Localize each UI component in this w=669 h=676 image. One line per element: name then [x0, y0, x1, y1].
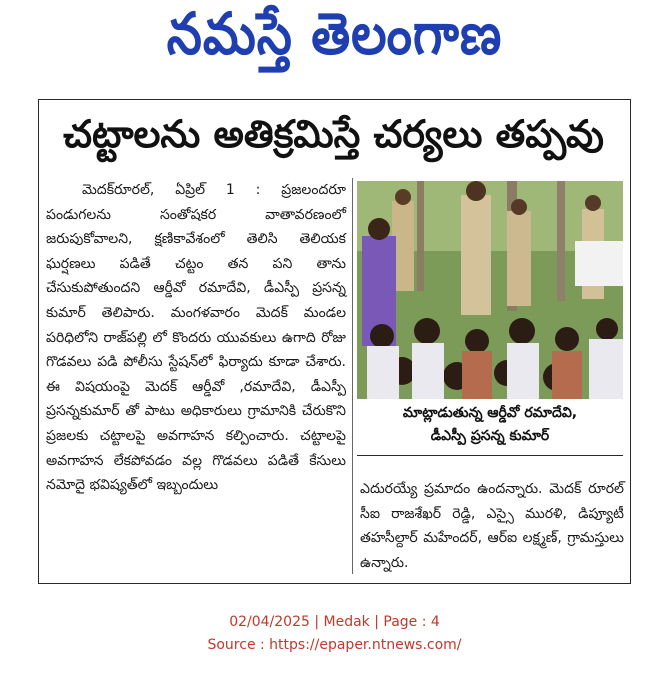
masthead-title: నమస్తే తెలంగాణ — [166, 0, 503, 68]
caption-rule — [357, 455, 623, 456]
article-paragraph-left: మెదక్‌రూరల్‌, ఏప్రిల్‌ 1 : ప్రజలందరూ పండుగలను సంతోషకర వాతావరణంలో జరుపుకోవాలని, క్షణికావేశంలో తెలిసి తెలియక ఘర్షణలు పడితే చట్టం తన పని తాను చేసుకుపోతుందని ఆర్డీవో రమాదేవి, డీఎస్పీ ప్రసన్న కుమార్‌ తెలిపారు. మంగళవారం మెదక్‌ మండల పరిధిలోని రాజ్‌పల్లి లో కొందరు యువకులు ఉగాది రోజు గొడవలు పడి పోలీసు స్టేషన్‌లో ఫిర్యాదు కూడా చేశారు. ఈ విషయంపై మెదక్‌ ఆర్డీవో ,రమాదేవి, డీఎస్పీ ప్రసన్నకుమార్‌ తో పాటు అధికారులు గ్రామానికి చేరుకొని ప్రజలకు చట్టాలపై అవగాహన కల్పించారు. చట్టాలపై అవగాహన లేకపోవడం వల్ల గొడవలు పడితే కేసులు నమోదై భవిష్యత్‌లో ఇబ్బందులు — [46, 182, 346, 494]
masthead — [0, 0, 669, 84]
column-divider — [352, 178, 353, 574]
photo-illustration — [357, 181, 623, 399]
article-headline: చట్టాలను అతిక్రమిస్తే చర్యలు తప్పవు — [63, 112, 604, 156]
footer-date-line: 02/04/2025 | Medak | Page : 4 — [229, 614, 440, 630]
photo-caption-line2: డీఎస్పీ ప్రసన్న కుమార్‌ — [430, 428, 550, 444]
article-photo — [357, 181, 623, 399]
footer-source-line: Source : https://epaper.ntnews.com/ — [207, 637, 462, 653]
photo-caption — [357, 402, 623, 452]
article-body-right — [360, 477, 624, 575]
article-paragraph-right: ఎదురయ్యే ప్రమాదం ఉందన్నారు. మెదక్‌ రూరల్‌ సీఐ రాజశేఖర్‌ రెడ్డి, ఎస్సై మురళి, డిప్యూటీ తహసీల్దార్‌ మహేందర్‌, ఆర్‌ఐ లక్ష్మణ్‌, గ్రామస్తులు ఉన్నారు. — [360, 481, 624, 571]
article-body-left — [46, 178, 346, 498]
photo-caption-line1: మాట్లాడుతున్న ఆర్డీవో రమాదేవి, — [402, 405, 578, 421]
